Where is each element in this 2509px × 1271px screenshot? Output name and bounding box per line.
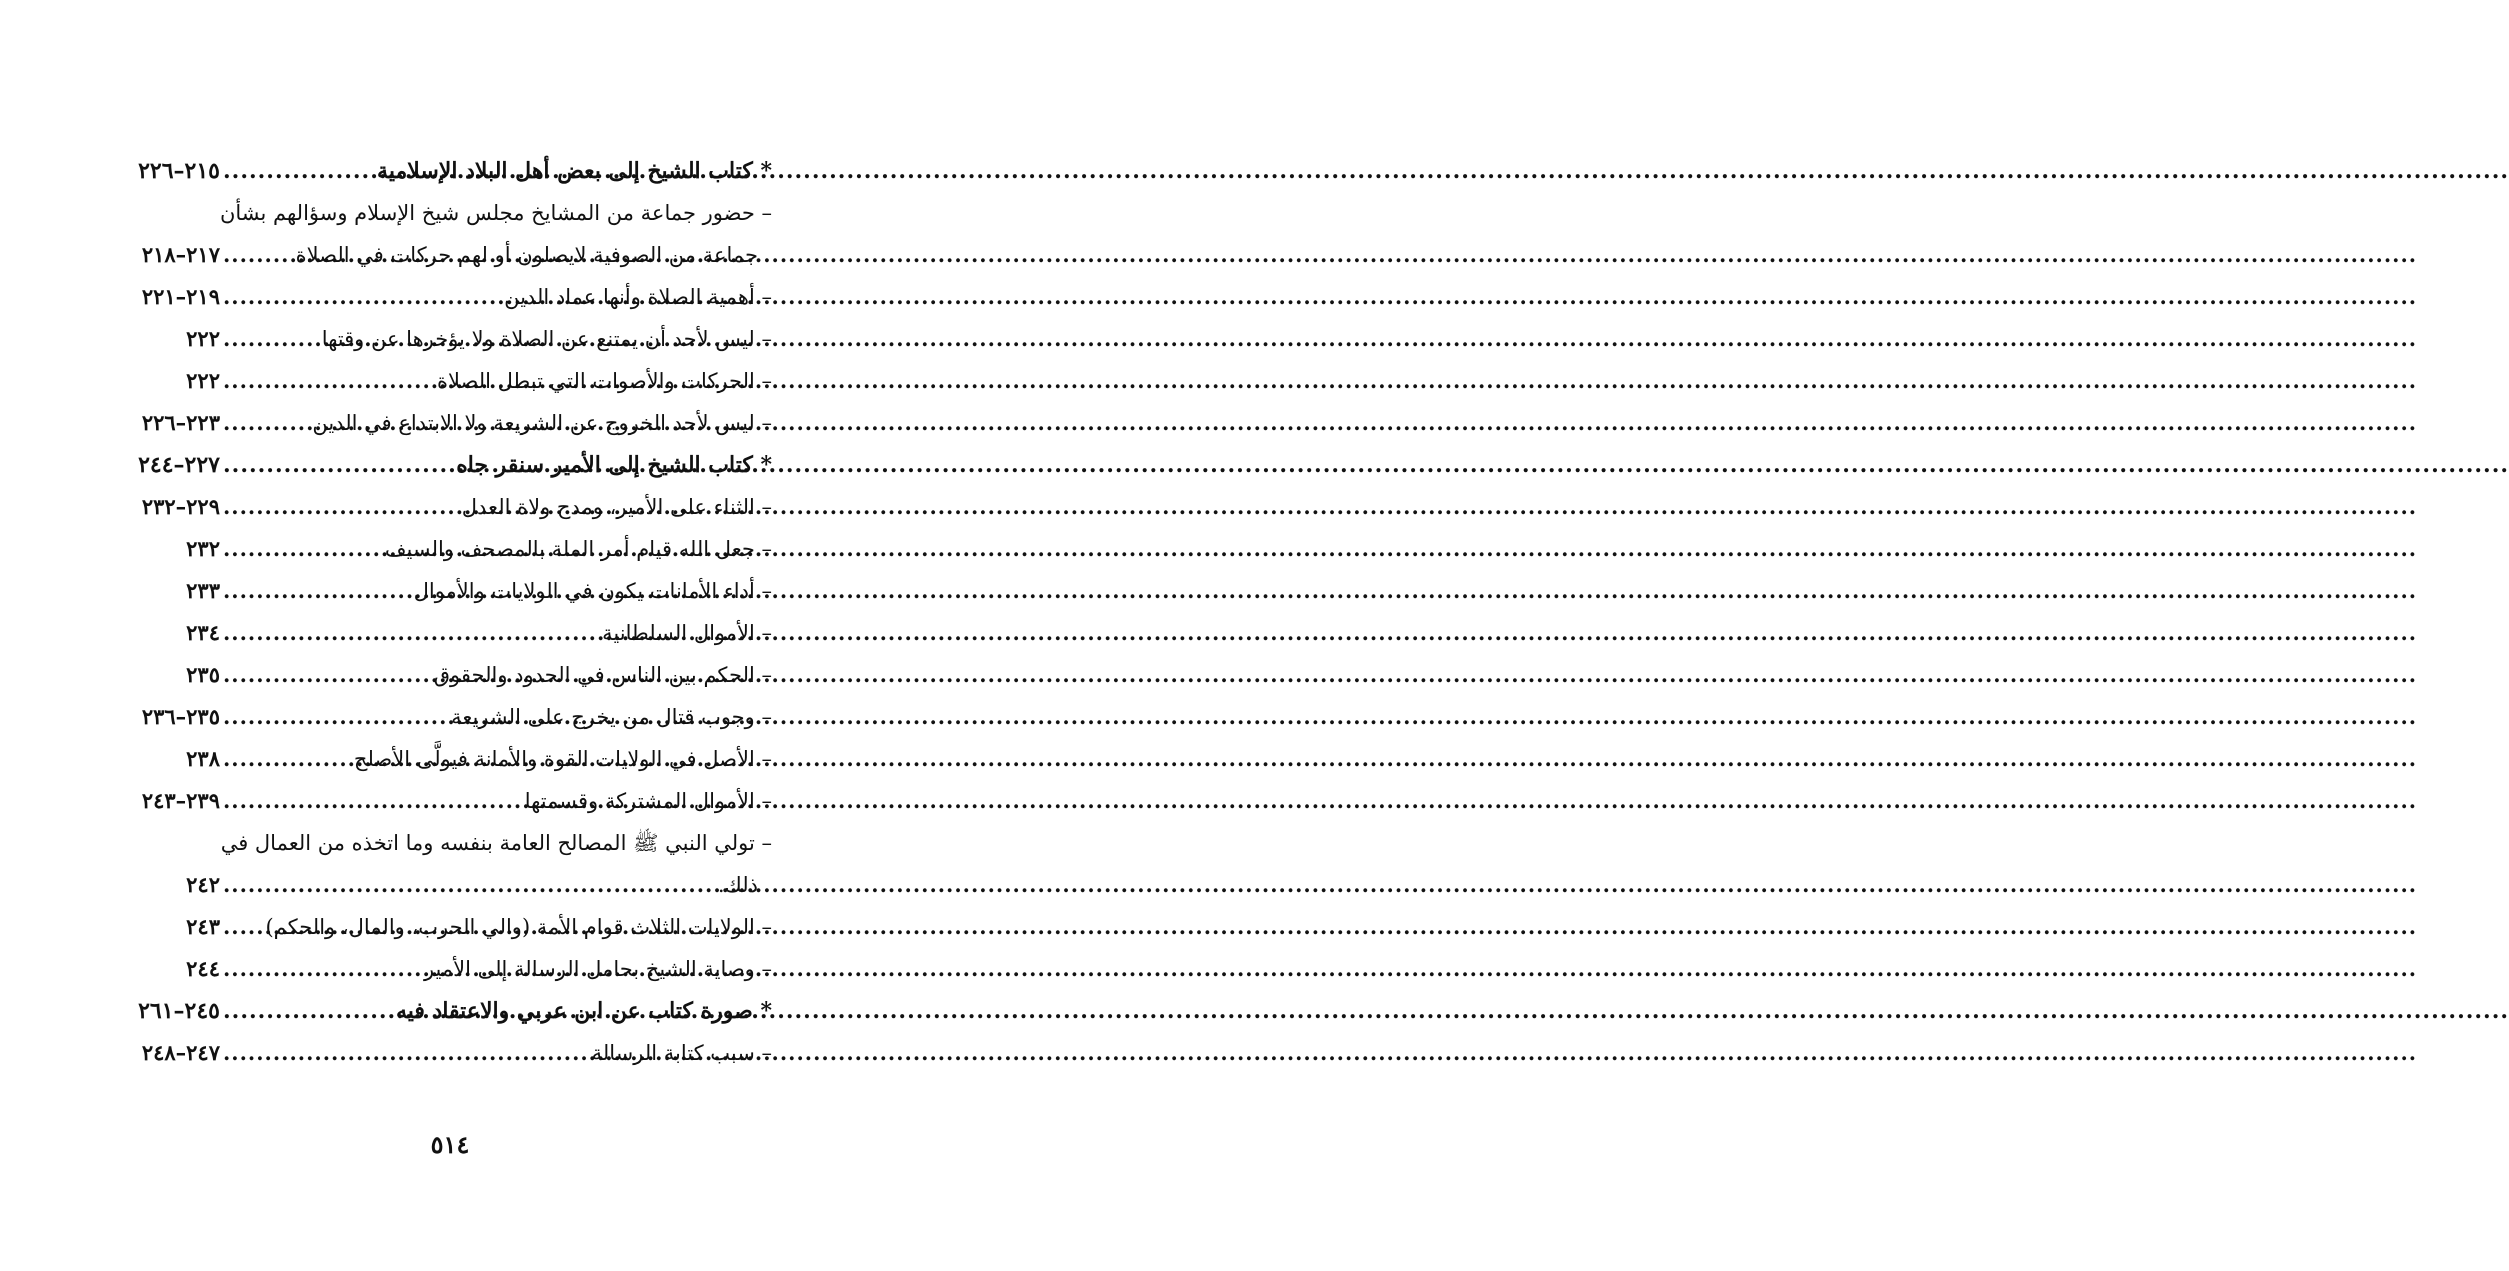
- toc-entry-pages: ٢٤٥–٢٦١: [138, 998, 220, 1024]
- toc-entry-title: – جعل الله قيام أمر الملة بالمصحف والسيف: [384, 537, 772, 561]
- toc-entry-title: – تولي النبي ﷺ المصالح العامة بنفسه وما اتخذه من العمال في: [220, 831, 772, 855]
- toc-entry-pages: ٢٢٢: [186, 326, 220, 351]
- toc-entry: [110, 360, 772, 402]
- toc-entry-title: * كتاب الشيخ إلى بعض أهل البلاد الإسلامية: [377, 158, 772, 184]
- dot-leader: [223, 486, 459, 528]
- toc-entry-title: ذلك.: [717, 873, 758, 897]
- table-of-contents: [110, 150, 772, 1074]
- toc-entry-heading: [110, 444, 772, 486]
- toc-entry-title: * كتاب الشيخ إلى الأمير سنقر جاه: [456, 452, 772, 478]
- toc-entry: [110, 234, 772, 276]
- toc-entry-pages: ٢٤٣: [186, 914, 220, 939]
- dot-leader: [223, 780, 522, 822]
- toc-entry-pages: ٢٢٢: [186, 368, 220, 393]
- dot-leader: [223, 990, 393, 1032]
- toc-entry-title: – الأموال المشتركة وقسمتها: [524, 789, 772, 813]
- document-page: [0, 0, 900, 1271]
- toc-entry-pages: ٢١٩–٢٢١: [141, 284, 220, 309]
- dot-leader: [223, 738, 351, 780]
- toc-entry-title: – حضور جماعة من المشايخ مجلس شيخ الإسلام وسؤالهم بشأن: [219, 201, 772, 225]
- toc-entry-heading: [110, 990, 772, 1032]
- dot-leader: [223, 234, 293, 276]
- toc-entry-pages: ٢٣٣: [186, 578, 220, 603]
- dot-leader: [223, 150, 374, 192]
- dot-leader: [223, 654, 431, 696]
- toc-entry-title: – الثناء على الأمير، ومدح ولاة العدل: [461, 495, 772, 519]
- dot-leader: [223, 318, 319, 360]
- toc-entry-title: – أداء الأمانات يكون في الولايات والأموال: [413, 579, 772, 603]
- dot-leader: [223, 360, 434, 402]
- toc-entry: [110, 906, 772, 948]
- toc-entry-title: – الأموال السلطانية: [602, 621, 772, 645]
- dot-leader: [223, 402, 309, 444]
- toc-entry-pages: ٢١٥–٢٢٦: [138, 158, 220, 184]
- toc-entry: [110, 570, 772, 612]
- toc-entry: [110, 822, 772, 864]
- dot-leader: [223, 612, 599, 654]
- toc-entry: [110, 654, 772, 696]
- toc-entry-title: – الولايات الثلاث قوام الأمة (والي الحرب، والمال، والحكم): [265, 915, 772, 939]
- toc-entry-pages: ٢٣٨: [186, 746, 220, 771]
- dot-leader: [223, 906, 262, 948]
- toc-entry-title: – أهمية الصلاة وأنها عماد الدين: [504, 285, 772, 309]
- toc-entry-pages: ٢٢٣–٢٢٦: [141, 410, 220, 435]
- toc-entry-title: – ليس لأحد أن يمتنع عن الصلاة ولا يؤخرها عن وقتها: [321, 327, 772, 351]
- toc-entry-pages: ٢٣٥: [186, 662, 220, 687]
- toc-entry: [110, 738, 772, 780]
- toc-entry: [110, 612, 772, 654]
- toc-entry-pages: ٢٤٧–٢٤٨: [141, 1040, 220, 1065]
- page-number: ٥١٤: [430, 1130, 470, 1159]
- toc-entry: [110, 780, 772, 822]
- toc-entry-title: جماعة من الصوفية لايصلون أو لهم حركات في الصلاة: [295, 243, 758, 267]
- dot-leader: [223, 528, 382, 570]
- toc-entry-pages: ٢٣٢: [186, 536, 220, 561]
- toc-entry-pages: ٢٣٩–٢٤٣: [141, 788, 220, 813]
- dot-leader: [223, 948, 421, 990]
- toc-entry: [110, 276, 772, 318]
- dot-leader: [223, 864, 715, 906]
- toc-entry: [110, 864, 772, 906]
- toc-entry: [110, 192, 772, 234]
- toc-entry-pages: ٢١٧–٢١٨: [141, 242, 220, 267]
- toc-entry: [110, 318, 772, 360]
- toc-entry-title: – وجوب قتال من يخرج على الشريعة: [451, 705, 772, 729]
- toc-entry: [110, 486, 772, 528]
- toc-entry-pages: ٢٣٤: [186, 620, 220, 645]
- toc-entry-title: – ليس لأحد الخروج عن الشريعة ولا الابتداع في الدين: [312, 411, 772, 435]
- toc-entry-heading: [110, 150, 772, 192]
- toc-entry-pages: ٢٢٩–٢٣٢: [141, 494, 220, 519]
- toc-entry-pages: ٢٤٤: [186, 956, 220, 981]
- toc-entry-title: – وصاية الشيخ بحامل الرسالة إلى الأمير: [423, 957, 772, 981]
- toc-entry-pages: ٢٣٥–٢٣٦: [141, 704, 220, 729]
- toc-entry-pages: ٢٤٢: [186, 872, 220, 897]
- toc-entry: [110, 948, 772, 990]
- toc-entry-title: – الأصل في الولايات القوة والأمانة فيولَّى الأصلح: [353, 747, 772, 771]
- toc-entry-title: – سبب كتابة الرسالة: [591, 1041, 772, 1065]
- toc-entry-pages: ٢٢٧–٢٤٤: [138, 452, 220, 478]
- toc-entry-title: * صورة كتاب عن ابن عربي والاعتقاد فيه: [395, 998, 772, 1024]
- dot-leader: [223, 276, 501, 318]
- toc-entry-title: – الحكم بين الناس في الحدود والحقوق: [433, 663, 772, 687]
- toc-entry: [110, 1032, 772, 1074]
- dot-leader: [223, 696, 448, 738]
- toc-entry: [110, 696, 772, 738]
- toc-entry: [110, 528, 772, 570]
- dot-leader: [223, 570, 411, 612]
- toc-entry: [110, 402, 772, 444]
- dot-leader: [223, 1032, 589, 1074]
- dot-leader: [223, 444, 453, 486]
- toc-entry-title: – الحركات والأصوات التي تبطل الصلاة: [436, 369, 772, 393]
